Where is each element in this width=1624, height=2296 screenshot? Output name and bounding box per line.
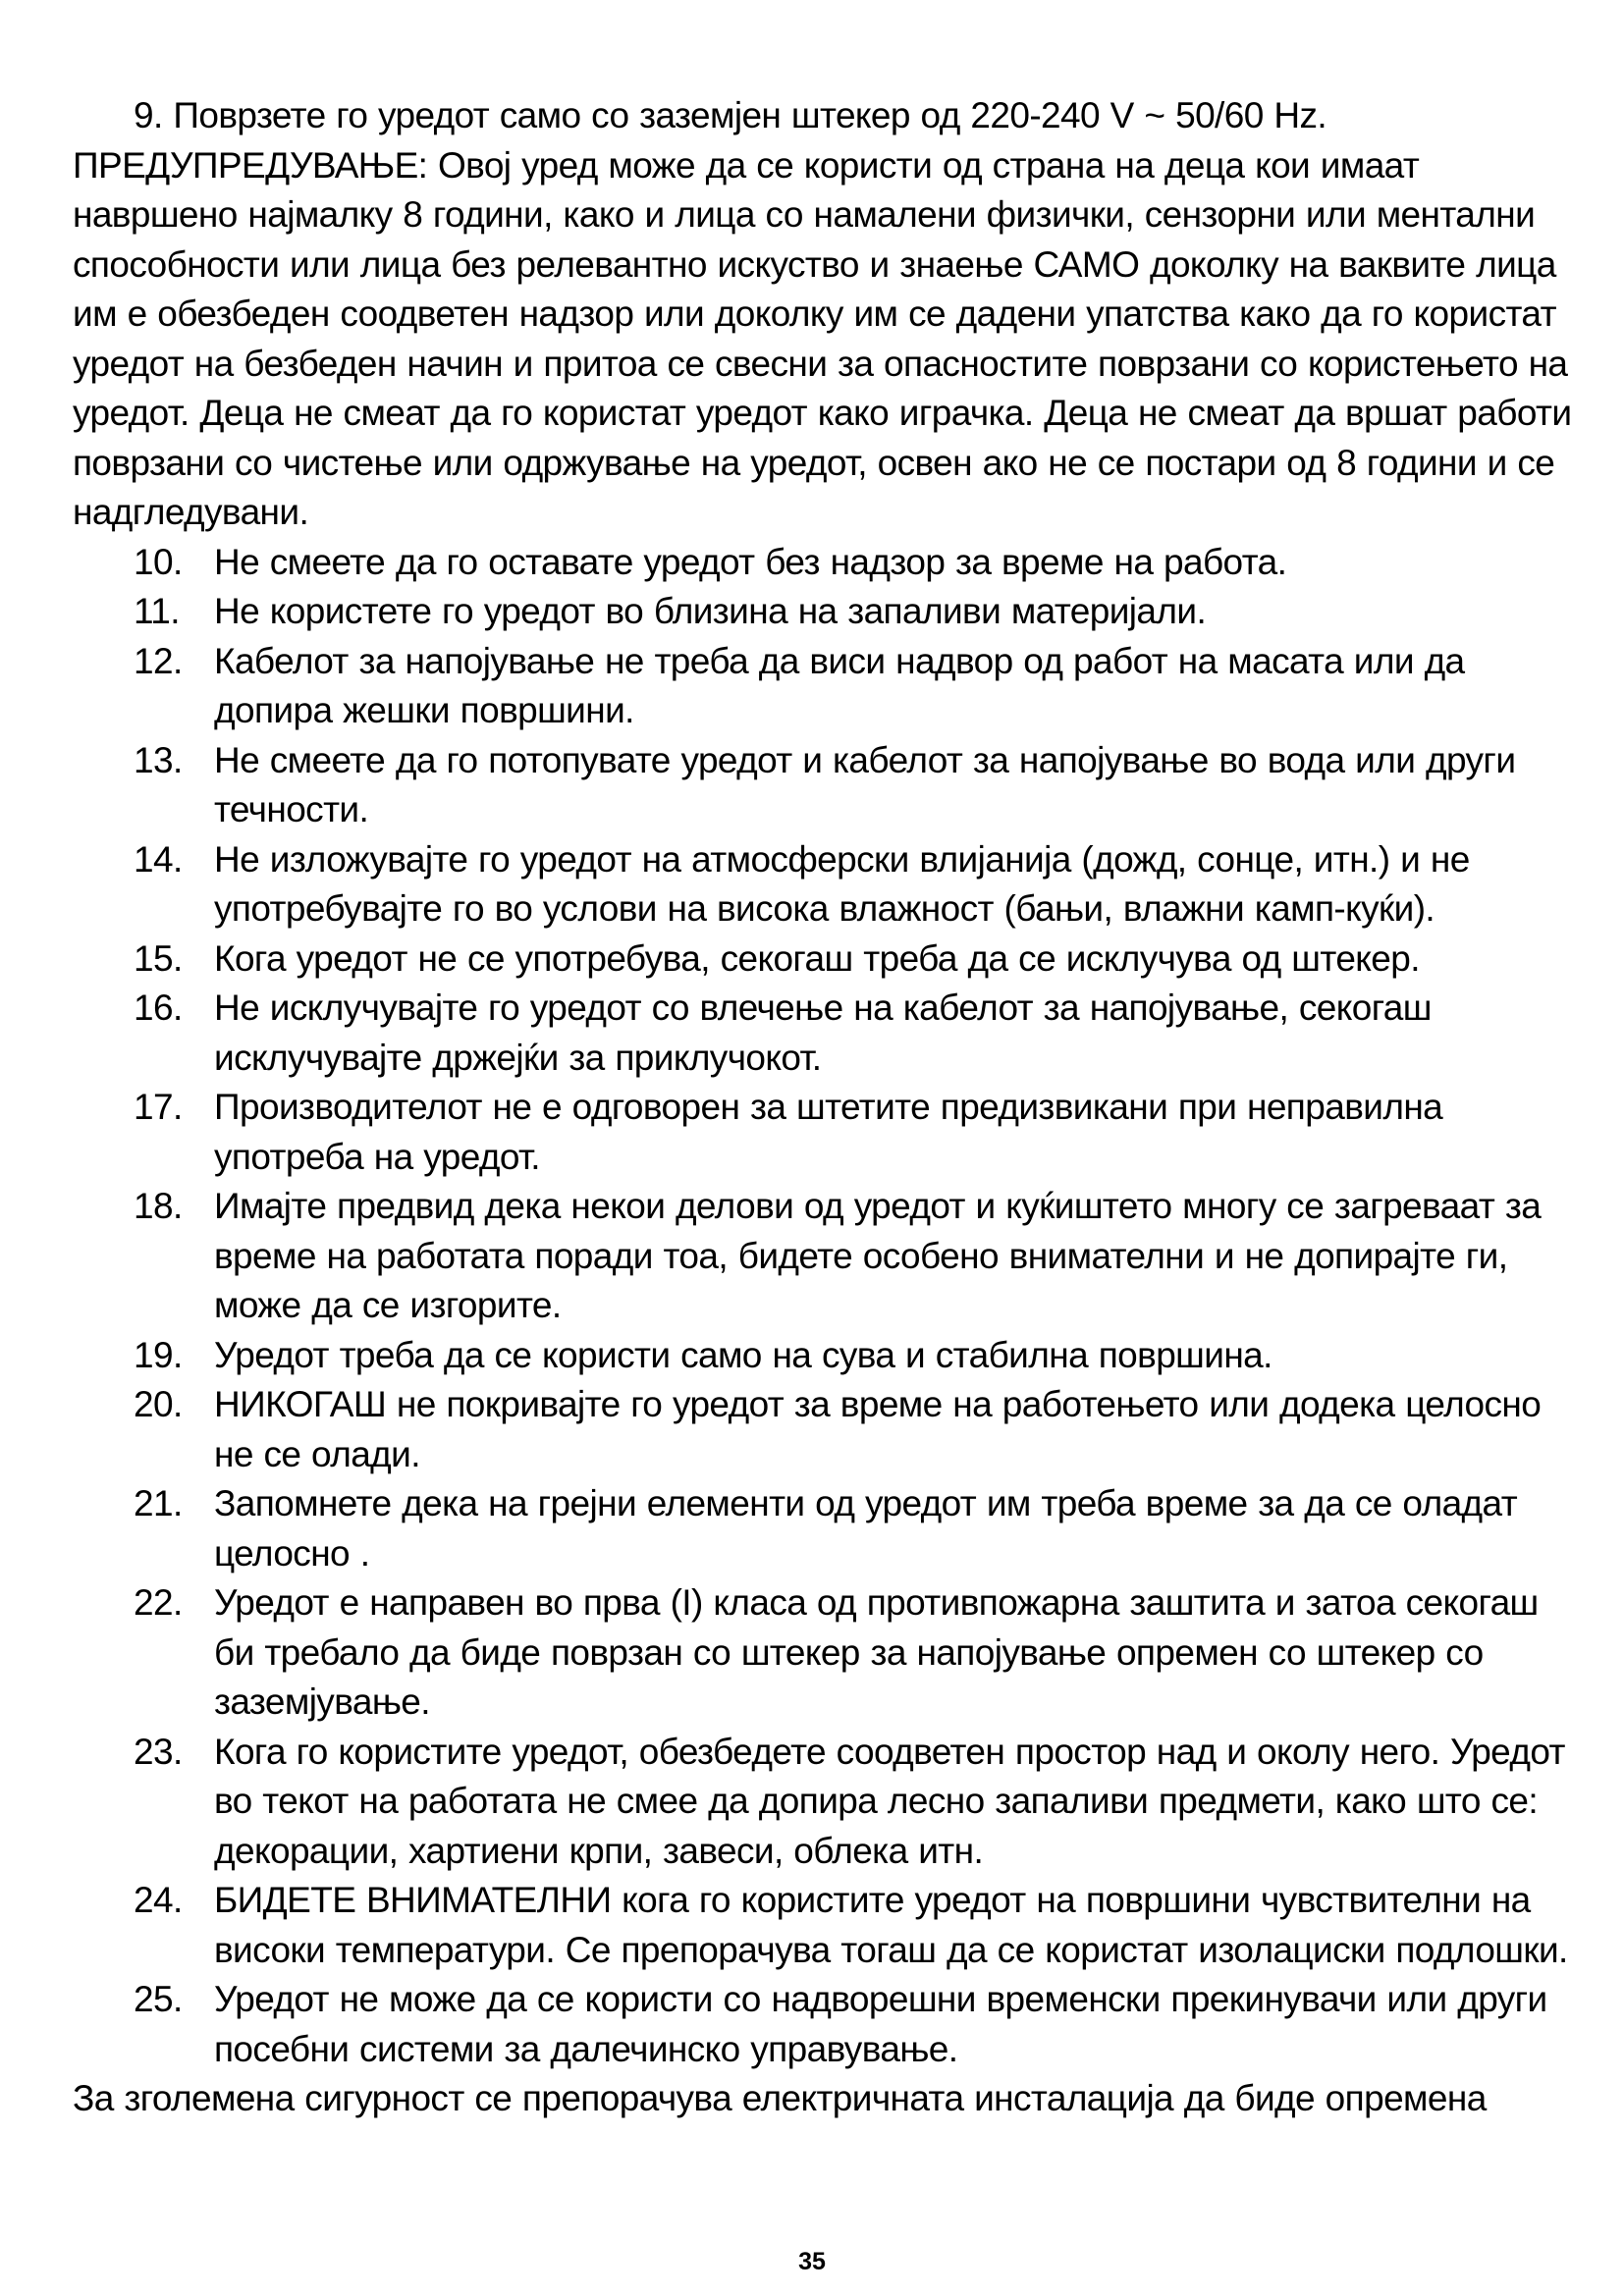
item-text: Запомнете дека на грејни елементи од уредот им треба време за да се оладат целосно . (214, 1483, 1518, 1574)
item-text: Производителот не е одговорен за штетите предизвикани при неправилна употреба на уредот. (214, 1087, 1443, 1177)
item-9 (73, 91, 1585, 141)
item-number: 20. (134, 1384, 183, 1424)
item-text: Не смеете да го потопувате уредот и кабелот за напојување во вода или други течности. (214, 739, 1516, 829)
list-item (73, 1331, 1585, 1381)
list-item (73, 1578, 1585, 1728)
list-item (73, 736, 1585, 835)
warning-paragraph: ПРЕДУПРЕДУВАЊЕ: Овој уред може да се користи од страна на деца кои имаат навршено најмалку 8 години, како и лица со намалени физички, сензорни или ментални способности или лица без релевантно искуство и знаење САМО доколку на ваквите лица им е обезбеден соодветен надзор или доколку им се дадени упатства како да го користат уредот на безбеден начин и притоа се свесни за опасностите поврзани со користењето на уредот. Деца не смеат да го користат уредот како играчка. Деца не смеат да вршат работи поврзани со чистење или одржување на уредот, освен ако не се постари од 8 години и се надгледувани. (73, 144, 1572, 532)
item-number: 17. (134, 1087, 183, 1127)
item-text: Уредот е направен во прва (I) класа од противпожарна заштита и затоа секогаш би требало да биде поврзан со штекер за напојување опремен со штекер со заземјување. (214, 1582, 1539, 1722)
item-text: Не користете го уредот во близина на запаливи материјали. (214, 591, 1207, 631)
item-9-number: 9. (134, 95, 163, 135)
item-text: Не смеете да го оставате уредот без надзор за време на работа. (214, 541, 1287, 582)
list-item (73, 587, 1585, 637)
page-content (73, 91, 1585, 2124)
item-number: 15. (134, 937, 183, 979)
item-number: 22. (134, 1582, 183, 1623)
item-text: Не исклучувајте го уредот со влечење на кабелот за напојување, секогаш исклучувајте држејќи за приклучокот. (214, 988, 1432, 1078)
item-number: 10. (134, 541, 183, 582)
item-number: 18. (134, 1186, 183, 1226)
item-number: 14. (134, 838, 183, 880)
list-item (73, 984, 1585, 1083)
item-number: 21. (134, 1483, 183, 1523)
item-9-text: Поврзете го уредот само со заземјен штекер од 220-240 V ~ 50/60 Hz. (173, 95, 1327, 135)
item-text: НИКОГАШ не покривајте го уредот за време на работењето или додека целосно не се олади. (214, 1384, 1542, 1474)
item-text: Уредот не може да се користи со надворешни временски прекинувачи или други посебни системи за далечинско управување. (214, 1979, 1547, 2069)
item-number: 11. (134, 591, 180, 631)
item-text: Имајте предвид дека некои делови од уредот и куќиштето многу се загреваат за време на работата поради тоа, бидете особено внимателни и не допирајте ги, може да се изгорите. (214, 1186, 1542, 1325)
page-number: 35 (798, 2248, 826, 2275)
item-text: Уредот треба да се користи само на сува и стабилна површина. (214, 1334, 1272, 1375)
list-item (73, 835, 1585, 934)
list-item (73, 934, 1585, 985)
list-item (73, 1083, 1585, 1182)
item-text: Кога го користите уредот, обезбедете соодветен простор над и околу него. Уредот во текот на работата не смее да допира лесно запаливи предмети, како што се: декорации, хартиени крпи, завеси, облека итн. (214, 1731, 1565, 1871)
item-text: Кога уредот не се употребува, секогаш треба да се исклучува од штекер. (214, 937, 1420, 979)
item-text: Кабелот за напојување не треба да виси надвор од работ на масата или да допира жешки површини. (214, 640, 1465, 730)
item-number: 16. (134, 988, 183, 1028)
list-item (73, 1182, 1585, 1331)
safety-list (73, 538, 1585, 2075)
item-text: Не изложувајте го уредот на атмосферски влијанија (дожд, сонце, итн.) и не употребувајте го во услови на висока влажност (бањи, влажни камп-куќи). (214, 838, 1470, 929)
list-item (73, 1728, 1585, 1877)
item-number: 25. (134, 1979, 183, 2019)
item-number: 12. (134, 640, 183, 681)
list-item (73, 637, 1585, 736)
intro-section (73, 91, 1585, 538)
list-item (73, 1975, 1585, 2074)
item-number: 13. (134, 739, 183, 780)
item-number: 19. (134, 1334, 183, 1375)
list-item (73, 1479, 1585, 1578)
list-item (73, 1380, 1585, 1479)
list-item (73, 1876, 1585, 1975)
list-item (73, 538, 1585, 588)
item-text: БИДЕТЕ ВНИМАТЕЛНИ кога го користите уредот на површини чувствителни на високи температури. Се препорачува тогаш да се користат изолациски подлошки. (214, 1880, 1568, 1970)
closing-paragraph: За зголемена сигурност се препорачува електричната инсталација да биде опремена (73, 2078, 1487, 2118)
item-number: 24. (134, 1880, 183, 1920)
item-number: 23. (134, 1731, 183, 1772)
